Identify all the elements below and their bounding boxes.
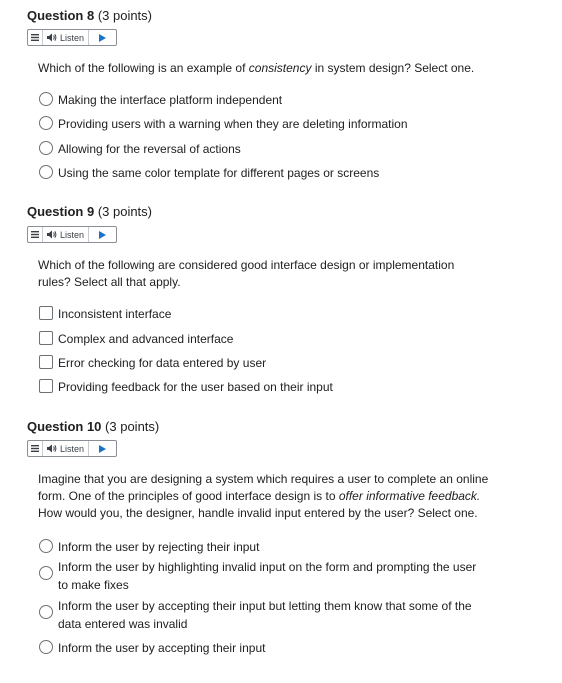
speaker-icon <box>47 33 57 42</box>
question-text-part: Imagine that you are designing a system which requires a user to complete an online form. One of the principles of good interface design is to <box>38 472 489 503</box>
listen-menu-button[interactable] <box>28 30 43 45</box>
option-label: Making the interface platform independent <box>58 93 283 107</box>
option-label: Error checking for data entered by user <box>58 356 267 370</box>
listen-toolbar <box>27 226 117 243</box>
question-text-part: How would you, the designer, handle invalid input entered by the user? Select one. <box>38 506 478 520</box>
radio-button[interactable] <box>39 640 53 654</box>
answer-option[interactable] <box>39 378 488 396</box>
play-icon <box>99 231 106 239</box>
question-points: (3 points) <box>97 204 153 219</box>
answer-option[interactable] <box>39 140 488 158</box>
radio-button[interactable] <box>39 566 53 580</box>
listen-toolbar <box>27 440 117 457</box>
answer-option[interactable] <box>39 538 488 556</box>
option-label: Inform the user by accepting their input but letting them know that some of the data entered was invalid <box>58 599 472 631</box>
option-label: Inform the user by rejecting their input <box>58 540 260 554</box>
question-points: (3 points) <box>97 8 153 23</box>
question-text <box>38 60 498 77</box>
answer-option[interactable] <box>39 330 488 348</box>
answer-option[interactable] <box>39 115 488 133</box>
play-button[interactable] <box>89 30 116 45</box>
option-label: Inconsistent interface <box>58 307 172 321</box>
play-icon <box>99 34 106 42</box>
answer-option[interactable] <box>39 639 488 657</box>
option-label: Using the same color template for different pages or screens <box>58 166 380 180</box>
answer-option[interactable] <box>39 597 488 633</box>
play-button[interactable] <box>89 227 116 242</box>
listen-label: Listen <box>60 32 85 43</box>
answer-option[interactable] <box>39 164 488 182</box>
option-label: Inform the user by highlighting invalid input on the form and prompting the user to make fixes <box>58 560 477 592</box>
menu-icon <box>31 445 39 452</box>
answer-option[interactable] <box>39 354 488 372</box>
question-number: Question 8 <box>27 8 95 23</box>
checkbox[interactable] <box>39 355 53 369</box>
listen-menu-button[interactable] <box>28 227 43 242</box>
listen-button[interactable] <box>43 227 89 242</box>
question-text <box>38 257 478 291</box>
listen-label: Listen <box>60 229 85 240</box>
answer-option[interactable] <box>39 558 488 594</box>
play-icon <box>99 445 106 453</box>
speaker-icon <box>47 230 57 239</box>
question-text-part: Which of the following is an example of <box>38 61 249 75</box>
listen-button[interactable] <box>43 441 89 456</box>
radio-button[interactable] <box>39 539 53 553</box>
question-text-emphasis: consistency <box>248 61 312 75</box>
answer-option[interactable] <box>39 305 488 323</box>
question-number: Question 10 <box>27 419 102 434</box>
speaker-icon <box>47 444 57 453</box>
question-text-emphasis: offer informative feedback. <box>338 489 481 503</box>
question-number: Question 9 <box>27 204 95 219</box>
question-points: (3 points) <box>105 419 160 434</box>
question-title <box>27 419 159 434</box>
checkbox[interactable] <box>39 331 53 345</box>
radio-button[interactable] <box>39 605 53 619</box>
option-label: Complex and advanced interface <box>58 332 234 346</box>
listen-toolbar <box>27 29 117 46</box>
option-label: Allowing for the reversal of actions <box>58 142 241 156</box>
question-text-part: in system design? Select one. <box>311 61 475 75</box>
question-title <box>27 204 152 219</box>
radio-button[interactable] <box>39 92 53 106</box>
checkbox[interactable] <box>39 379 53 393</box>
radio-button[interactable] <box>39 116 53 130</box>
checkbox[interactable] <box>39 306 53 320</box>
listen-label: Listen <box>60 443 85 454</box>
answer-option[interactable] <box>39 91 488 109</box>
play-button[interactable] <box>89 441 116 456</box>
option-label: Providing feedback for the user based on their input <box>58 380 333 394</box>
listen-menu-button[interactable] <box>28 441 43 456</box>
radio-button[interactable] <box>39 141 53 155</box>
radio-button[interactable] <box>39 165 53 179</box>
question-title <box>27 8 152 23</box>
option-label: Inform the user by accepting their input <box>58 641 266 655</box>
option-label: Providing users with a warning when they are deleting information <box>58 117 408 131</box>
listen-button[interactable] <box>43 30 89 45</box>
question-text <box>38 471 496 522</box>
question-text-part: Which of the following are considered good interface design or implementation rules? Select all that apply. <box>38 258 455 289</box>
menu-icon <box>31 34 39 41</box>
menu-icon <box>31 231 39 238</box>
